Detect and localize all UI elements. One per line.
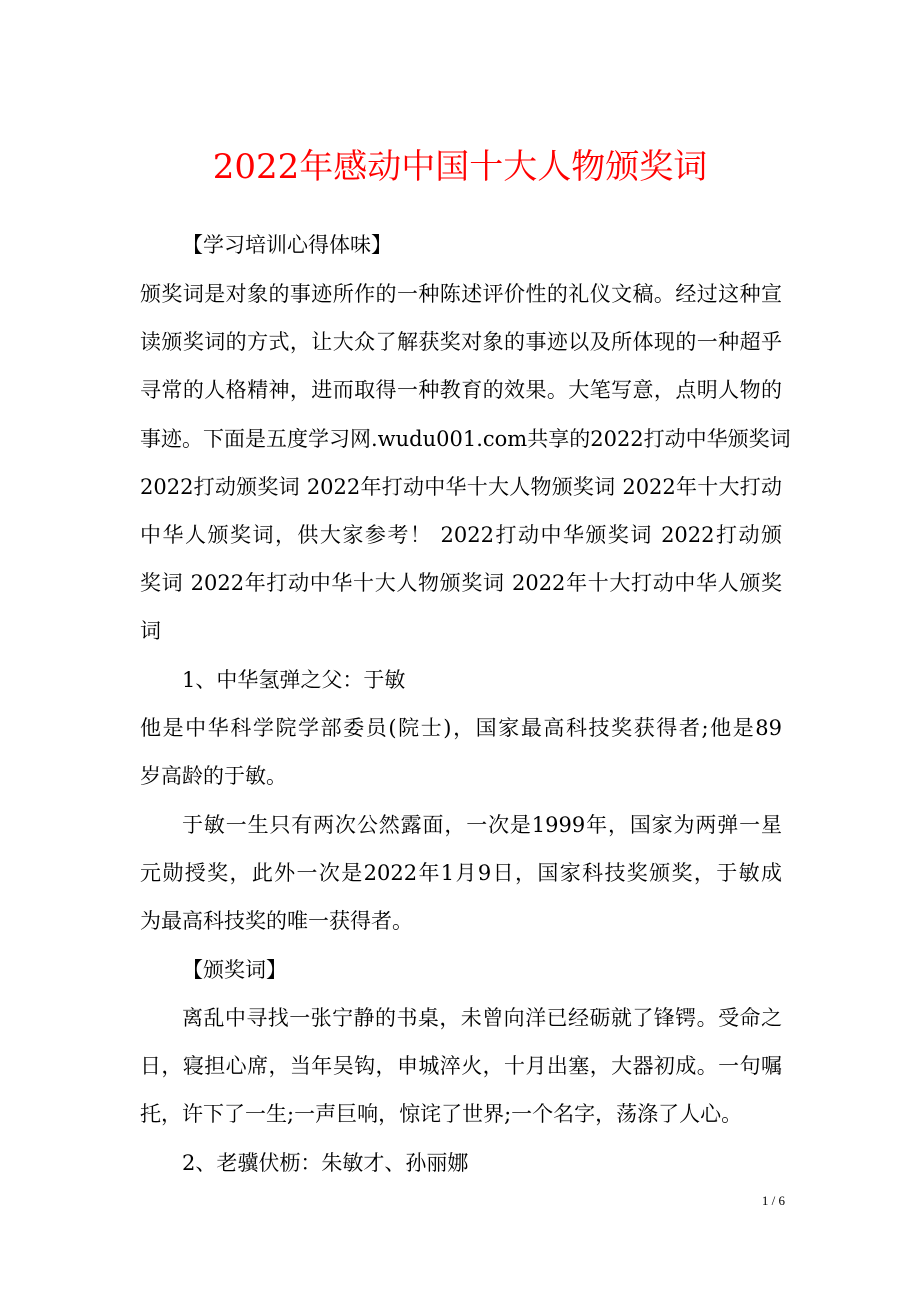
intro-line: 事迹。下面是五度学习网.wudu001.com共享的2022打动中华颁奖词: [140, 427, 791, 451]
award-line: 日，寝担心席，当年吴钩，申城淬火，十月出塞，大器初成。一句嘱: [140, 1054, 782, 1078]
item1-paragraph-line: 于敏一生只有两次公然露面，一次是1999年，国家为两弹一星: [182, 813, 782, 837]
award-line: 托，许下了一生;一声巨响，惊诧了世界;一个名字，荡涤了人心。: [140, 1102, 743, 1126]
item2-heading: 2、老骥伏枥：朱敏才、孙丽娜: [182, 1151, 469, 1175]
award-label: 【颁奖词】: [182, 958, 287, 982]
item1-paragraph-line: 岁高龄的于敏。: [140, 764, 287, 788]
document-title: 2022年感动中国十大人物颁奖词: [212, 147, 708, 187]
item1-paragraph-line: 为最高科技奖的唯一获得者。: [140, 909, 413, 933]
intro-line: 奖词 2022年打动中华十大人物颁奖词 2022年十大打动中华人颁奖: [140, 571, 782, 595]
item1-paragraph-line: 他是中华科学院学部委员(院士)，国家最高科技奖获得者;他是89: [140, 716, 782, 740]
intro-line: 2022打动颁奖词 2022年打动中华十大人物颁奖词 2022年十大打动: [140, 475, 782, 499]
intro-line: 颁奖词是对象的事迹所作的一种陈述评价性的礼仪文稿。经过这种宣: [140, 282, 782, 306]
item1-paragraph-line: 元勋授奖，此外一次是2022年1月9日，国家科技奖颁奖，于敏成: [140, 861, 782, 885]
item1-heading: 1、中华氢弹之父：于敏: [182, 668, 406, 692]
award-line: 离乱中寻找一张宁静的书桌，未曾向洋已经砺就了锋锷。受命之: [182, 1006, 782, 1030]
section-tag: 【学习培训心得体味】: [182, 233, 392, 257]
page-number: 1 / 6: [761, 1193, 785, 1208]
intro-line: 词: [140, 619, 161, 643]
intro-line: 寻常的人格精神，进而取得一种教育的效果。大笔写意，点明人物的: [140, 378, 782, 402]
intro-line: 中华人颁奖词，供大家参考！ 2022打动中华颁奖词 2022打动颁: [140, 523, 782, 547]
intro-line: 读颁奖词的方式，让大众了解获奖对象的事迹以及所体现的一种超乎: [140, 330, 782, 354]
